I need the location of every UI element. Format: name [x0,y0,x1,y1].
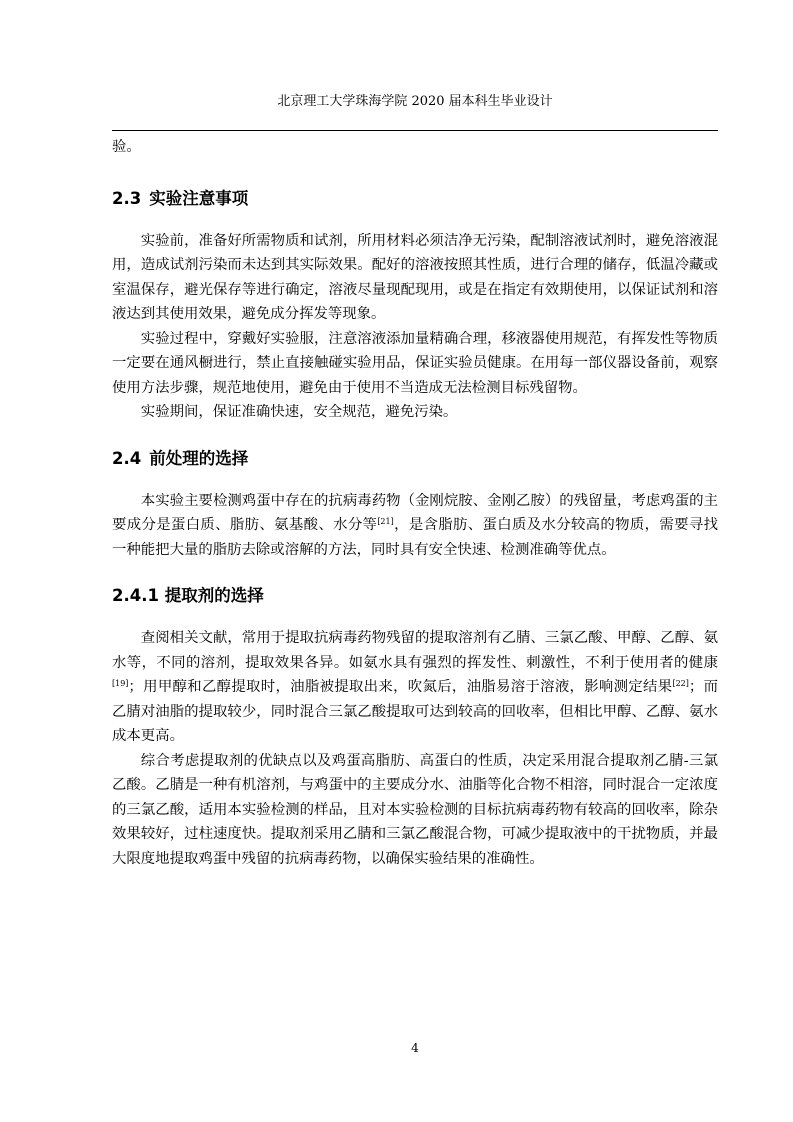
paragraph: 实验前，准备好所需物质和试剂，所用材料必须洁净无污染，配制溶液试剂时，避免溶液混用，造成试剂污染而未达到其实际效果。配好的溶液按照其性质，进行合理的储存，低温冷藏或室温保存，避光保存等进行确定，溶液尽量现配现用，或是在指定有效期使用，以保证试剂和溶液达到其使用效果，避免成分挥发等现象。 [112,232,718,322]
citation-ref: [22] [672,679,689,688]
paragraph: 实验期间，保证准确快速，安全规范，避免污染。 [140,404,458,420]
paragraph [112,626,718,749]
text-run: 本实验主要检测鸡蛋中存在的抗病毒药物（金刚烷胺、金刚乙胺）的残留量，考虑鸡蛋的主要成分是蛋白质、脂肪、氨基酸、水分等 [112,492,718,533]
paragraph [112,489,718,563]
paragraph: 综合考虑提取剂的优缺点以及鸡蛋高脂肪、高蛋白的性质，决定采用混合提取剂乙腈-三氯乙酸。乙腈是一种有机溶剂，与鸡蛋中的主要成分水、油脂等化合物不相溶，同时混合一定浓度的三氯乙酸，适用本实验检测的样品，且对本实验检测的目标抗病毒药物有较高的回收率，除杂效果较好，过柱速度快。提取剂采用乙腈和三氯乙酸混合物，可减少提取液中的干扰物质，并最大限度地提取鸡蛋中残留的抗病毒药物，以确保实验结果的准确性。 [112,752,718,867]
citation-ref: [19] [112,679,129,688]
page-header: 北京理工大学珠海学院 2020 届本科生毕业设计 [277,94,553,109]
section-number: 2.4 [112,448,142,468]
page-content [112,135,718,871]
section-title: 前处理的选择 [149,448,249,468]
header-rule [112,130,718,131]
text-run: ，是含脂肪、蛋白质及水分较高的物质，需要寻找一种能把大量的脂肪去除或溶解的方法，同时具有安全快速、检测准确等优点。 [112,517,718,558]
citation-ref: [21] [377,517,394,526]
text-run: 查阅相关文献，常用于提取抗病毒药物残留的提取溶剂有乙腈、三氯乙酸、甲醇、乙醇、氨水等，不同的溶剂，提取效果各异。如氨水具有强烈的挥发性、刺激性，不利于使用者的健康 [112,630,718,671]
subsection-heading-2-4-1: 2.4.1 提取剂的选择 [112,586,264,605]
text-run: ；而乙腈对油脂的提取较少，同时混合三氯乙酸提取可达到较高的回收率，但相比甲醇、乙醇、氨水成本更高。 [112,679,718,744]
section-number: 2.3 [112,188,142,208]
text-run: ；用甲醇和乙醇提取时，油脂被提取出来，吹氮后，油脂易溶于溶液，影响测定结果 [128,679,673,695]
section-heading-2-4 [112,447,718,471]
section-title: 实验注意事项 [149,188,249,208]
section-heading-2-3 [112,187,718,211]
continuation-text: 验。 [112,139,141,155]
paragraph: 实验过程中，穿戴好实验服，注意溶液添加量精确合理，移液器使用规范，有挥发性等物质一定要在通风橱进行，禁止直接触碰实验用品，保证实验员健康。在用每一部仪器设备前，观察使用方法步骤，规范地使用，避免由于使用不当造成无法检测目标残留物。 [112,330,718,396]
page-number: 4 [411,1041,419,1055]
